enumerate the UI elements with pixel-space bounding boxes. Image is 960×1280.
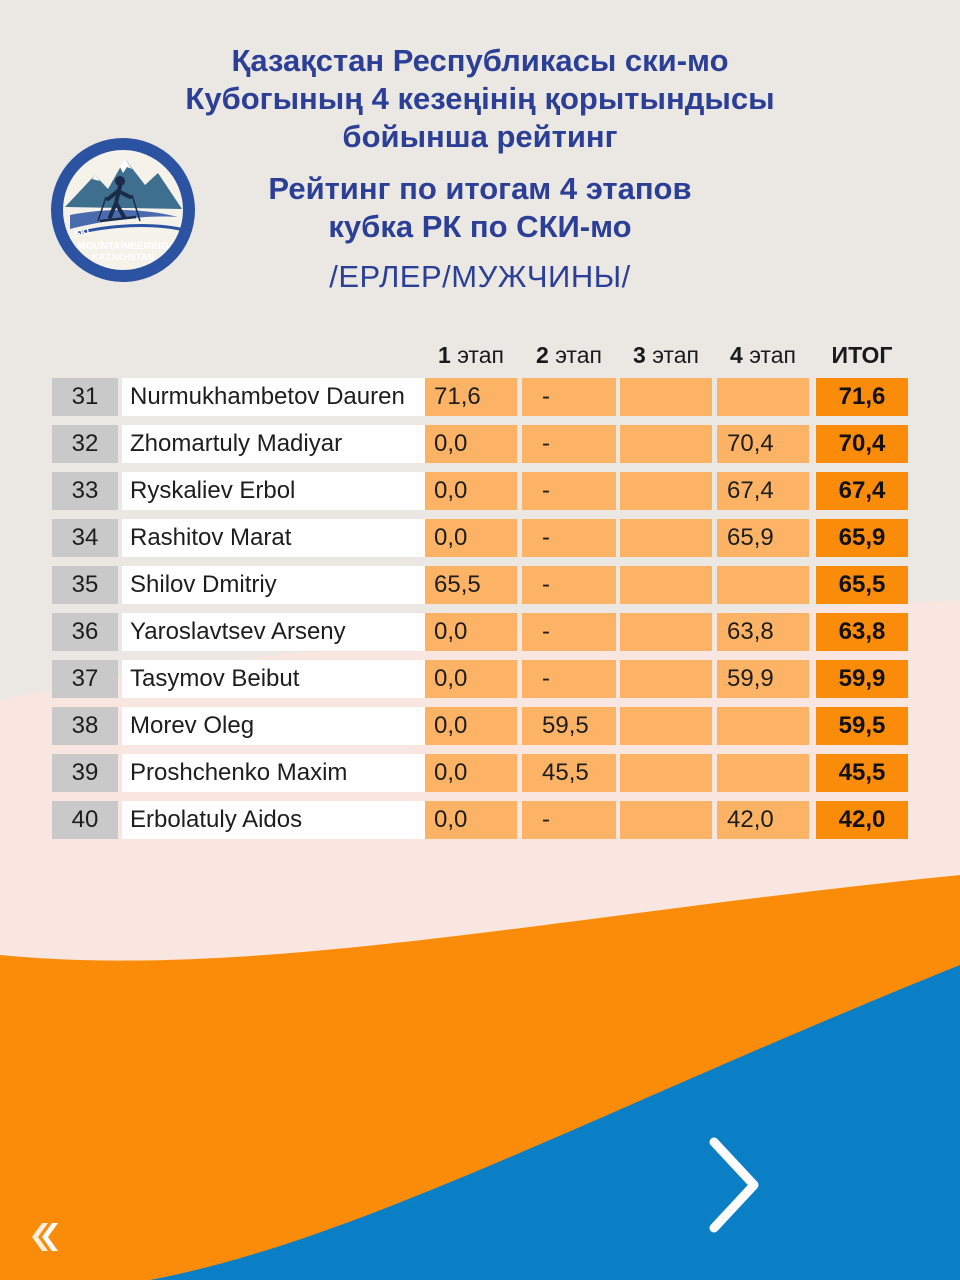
athlete-name-cell: Erbolatuly Aidos	[122, 801, 474, 839]
athlete-name-cell: Ryskaliev Erbol	[122, 472, 474, 510]
stage-2-score-cell: 45,5	[522, 754, 616, 792]
rank-cell: 34	[52, 519, 118, 557]
table-row	[52, 378, 912, 416]
stage-3-score-cell	[620, 801, 712, 839]
rank-cell: 36	[52, 613, 118, 651]
column-header-stage-4: 4 этап	[730, 342, 796, 368]
stage-3-score-cell	[620, 378, 712, 416]
total-score-cell: 59,5	[816, 707, 908, 745]
table-row	[52, 660, 912, 698]
table-row	[52, 613, 912, 651]
table-row	[52, 472, 912, 510]
stage-3-score-cell	[620, 707, 712, 745]
rank-cell: 40	[52, 801, 118, 839]
athlete-name-cell: Rashitov Marat	[122, 519, 474, 557]
column-header-total: ИТОГ	[831, 342, 893, 368]
total-score-cell: 63,8	[816, 613, 908, 651]
title-kz-line-1: Қазақстан Республикасы ски-мо	[231, 43, 729, 78]
ski-mountaineering-kazakhstan-logo	[50, 137, 196, 283]
stage-2-score-cell: -	[522, 425, 616, 463]
stage-2-score-cell: -	[522, 613, 616, 651]
stage-1-score-cell: 0,0	[425, 472, 517, 510]
total-score-cell: 45,5	[816, 754, 908, 792]
stage-4-score-cell: 63,8	[717, 613, 809, 651]
stage-2-score-cell: -	[522, 378, 616, 416]
stage-2-score-cell: -	[522, 801, 616, 839]
rank-cell: 37	[52, 660, 118, 698]
table-row	[52, 801, 912, 839]
stage-4-score-cell: 70,4	[717, 425, 809, 463]
total-score-cell: 65,9	[816, 519, 908, 557]
athlete-name-cell: Morev Oleg	[122, 707, 474, 745]
stage-2-score-cell: -	[522, 660, 616, 698]
table-row	[52, 566, 912, 604]
rank-cell: 32	[52, 425, 118, 463]
table-row	[52, 754, 912, 792]
stage-1-score-cell: 65,5	[425, 566, 517, 604]
column-header-stage-1: 1 этап	[438, 342, 504, 368]
stage-1-score-cell: 0,0	[425, 613, 517, 651]
total-score-cell: 71,6	[816, 378, 908, 416]
table-row	[52, 425, 912, 463]
stage-2-score-cell: -	[522, 519, 616, 557]
title-ru-line-1: Рейтинг по итогам 4 этапов	[268, 171, 692, 206]
stage-1-score-cell: 0,0	[425, 707, 517, 745]
stage-1-score-cell: 0,0	[425, 660, 517, 698]
column-header-stage-2: 2 этап	[536, 342, 602, 368]
stage-1-score-cell: 0,0	[425, 519, 517, 557]
stage-3-score-cell	[620, 660, 712, 698]
stage-3-score-cell	[620, 519, 712, 557]
athlete-name-cell: Tasymov Beibut	[122, 660, 474, 698]
stage-4-score-cell: 59,9	[717, 660, 809, 698]
stage-2-score-cell: -	[522, 472, 616, 510]
title-kz-line-3: бойынша рейтинг	[342, 119, 618, 154]
stage-3-score-cell	[620, 566, 712, 604]
stage-4-score-cell: 42,0	[717, 801, 809, 839]
stage-1-score-cell: 71,6	[425, 378, 517, 416]
rank-cell: 39	[52, 754, 118, 792]
rank-cell: 33	[52, 472, 118, 510]
table-row	[52, 519, 912, 557]
logo-text-line-1: SKI	[73, 226, 91, 239]
athlete-name-cell: Zhomartuly Madiyar	[122, 425, 474, 463]
total-score-cell: 42,0	[816, 801, 908, 839]
stage-4-score-cell	[717, 707, 809, 745]
rank-cell: 35	[52, 566, 118, 604]
total-score-cell: 67,4	[816, 472, 908, 510]
athlete-name-cell: Yaroslavtsev Arseny	[122, 613, 474, 651]
stage-4-score-cell: 65,9	[717, 519, 809, 557]
stage-4-score-cell	[717, 566, 809, 604]
stage-1-score-cell: 0,0	[425, 754, 517, 792]
stage-1-score-cell: 0,0	[425, 801, 517, 839]
table-row	[52, 707, 912, 745]
total-score-cell: 59,9	[816, 660, 908, 698]
stage-3-score-cell	[620, 754, 712, 792]
rank-cell: 31	[52, 378, 118, 416]
logo-text-line-2: MOUNTAINEERING	[77, 241, 169, 252]
column-header-stage-3: 3 этап	[633, 342, 699, 368]
category-subtitle: /ЕРЛЕР/МУЖЧИНЫ/	[329, 259, 631, 294]
stage-1-score-cell: 0,0	[425, 425, 517, 463]
rank-cell: 38	[52, 707, 118, 745]
stage-4-score-cell	[717, 378, 809, 416]
stage-2-score-cell: 59,5	[522, 707, 616, 745]
stage-2-score-cell: -	[522, 566, 616, 604]
stage-3-score-cell	[620, 425, 712, 463]
stage-4-score-cell: 67,4	[717, 472, 809, 510]
title-ru-line-2: кубка РК по СКИ-мо	[328, 209, 632, 244]
athlete-name-cell: Shilov Dmitriy	[122, 566, 474, 604]
brand-mark-icon	[28, 1218, 62, 1256]
total-score-cell: 70,4	[816, 425, 908, 463]
title-kz-line-2: Кубогының 4 кезеңінің қорытындысы	[185, 81, 775, 116]
stage-3-score-cell	[620, 472, 712, 510]
logo-text-line-3: KAZAKHSTAN	[92, 252, 154, 262]
chevron-right-icon[interactable]	[706, 1136, 762, 1234]
total-score-cell: 65,5	[816, 566, 908, 604]
stage-3-score-cell	[620, 613, 712, 651]
athlete-name-cell: Nurmukhambetov Dauren	[122, 378, 474, 416]
athlete-name-cell: Proshchenko Maxim	[122, 754, 474, 792]
stage-4-score-cell	[717, 754, 809, 792]
